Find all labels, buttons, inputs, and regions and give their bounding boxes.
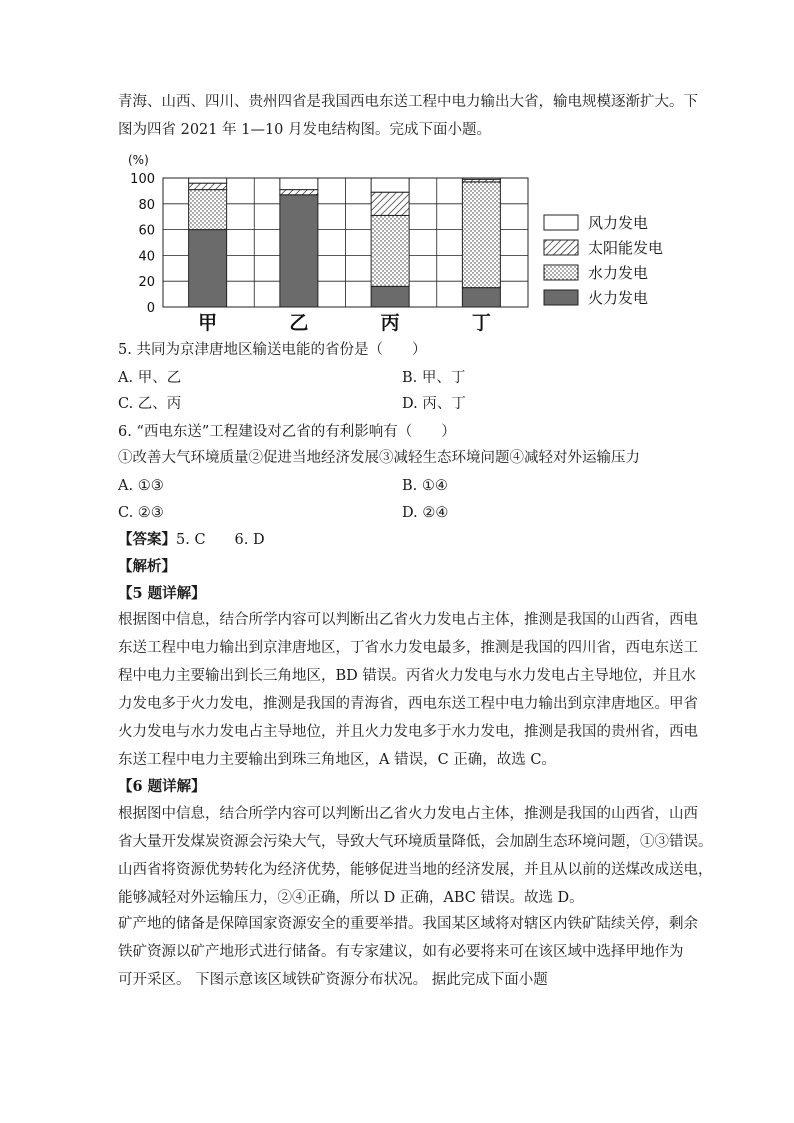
bar-segment — [280, 178, 318, 190]
q6-option-b[interactable]: B. ①④ — [402, 478, 448, 494]
y-tick-label: 40 — [138, 249, 155, 265]
answer-text: 5. C 6. D — [176, 532, 265, 548]
legend-label: 太阳能发电 — [588, 239, 664, 257]
legend-label: 风力发电 — [588, 214, 649, 232]
y-tick-label: 0 — [146, 301, 155, 316]
bar-segment — [189, 178, 227, 183]
legend-swatch — [544, 240, 578, 255]
answer-line — [118, 526, 678, 554]
detail5-line: 火力发电与水力发电占主导地位，并且火力发电多于水力发电，推测是我国的贵州省，西电 — [118, 724, 698, 740]
bar-segment — [189, 183, 227, 189]
bar-segment — [371, 286, 409, 307]
detail6-label: 【6 题详解】 — [118, 778, 206, 795]
legend-swatch — [544, 265, 578, 280]
q5-option-a[interactable]: A. 甲、乙 — [118, 370, 182, 386]
bar-segment — [462, 182, 500, 288]
y-tick-label: 80 — [138, 197, 155, 213]
q5-stem: 5. 共同为京津唐地区输送电能的省份是（ ） — [118, 342, 427, 358]
y-tick-label: 100 — [130, 172, 155, 187]
y-tick-label: 20 — [138, 275, 155, 291]
legend-label: 水力发电 — [588, 264, 649, 282]
x-category-label: 丙 — [380, 312, 400, 333]
x-category-label: 甲 — [198, 312, 218, 333]
answer-label: 【答案】 — [118, 531, 176, 548]
q6-stem: 6. “西电东送”工程建设对乙省的有利影响有（ ） — [118, 424, 456, 440]
bar-segment — [189, 230, 227, 307]
detail5-line: 东送工程中电力输出到京津唐地区，丁省水力发电最多，推测是我国的四川省，西电东送工 — [118, 640, 698, 656]
q6-option-a[interactable]: A. ①③ — [118, 478, 164, 494]
next-passage-line: 可开采区。 下图示意该区域铁矿资源分布状况。 据此完成下面小题 — [118, 972, 548, 988]
bar-segment — [371, 178, 409, 192]
q6-items: ①改善大气环境质量②促进当地经济发展③减轻生态环境问题④减轻对外运输压力 — [118, 450, 640, 466]
detail5-line: 东送工程中电力主要输出到珠三角地区，A 错误，C 正确，故选 C。 — [118, 752, 556, 768]
power-structure-chart — [108, 148, 678, 333]
analysis-label: 【解析】 — [118, 558, 176, 575]
q5-option-c[interactable]: C. 乙、丙 — [118, 396, 182, 412]
legend-swatch — [544, 215, 578, 230]
next-passage-line: 矿产地的储备是保障国家资源安全的重要举措。我国某区域将对辖区内铁矿陆续关停，剩余 — [118, 916, 698, 932]
q5-option-d[interactable]: D. 丙、丁 — [402, 396, 466, 412]
bar-segment — [462, 178, 500, 179]
detail6-line: 能够减轻对外运输压力，②④正确，所以 D 正确，ABC 错误。故选 D。 — [118, 890, 584, 906]
bar-segment — [280, 195, 318, 307]
y-axis-label: (%) — [128, 153, 149, 167]
q6-option-d[interactable]: D. ②④ — [402, 505, 449, 521]
x-category-label: 乙 — [289, 312, 309, 333]
bar-segment — [371, 192, 409, 215]
intro-line-1: 青海、山西、四川、贵州四省是我国西电东送工程中电力输出大省，输电规模逐渐扩大。下 — [118, 94, 698, 110]
detail5-line: 根据图中信息，结合所学内容可以判断出乙省火力发电占主体，推测是我国的山西省，西电 — [118, 612, 698, 628]
bar-segment — [189, 190, 227, 230]
legend-label: 火力发电 — [588, 289, 649, 307]
detail5-line: 力发电多于火力发电，推测是我国的青海省，西电东送工程中电力输出到京津唐地区。甲省 — [118, 696, 698, 712]
bar-segment — [371, 215, 409, 286]
x-category-label: 丁 — [471, 312, 491, 333]
detail6-line: 山西省将资源优势转化为经济优势，能够促进当地的经济发展，并且从以前的送煤改成送电， — [118, 862, 713, 878]
q5-option-b[interactable]: B. 甲、丁 — [402, 370, 466, 386]
y-tick-label: 60 — [138, 223, 155, 239]
detail5-label: 【5 题详解】 — [118, 585, 206, 602]
legend-swatch — [544, 290, 578, 305]
intro-line-2: 图为四省 2021 年 1—10 月发电结构图。完成下面小题。 — [118, 122, 492, 138]
detail6-line: 省大量开发煤炭资源会污染大气，导致大气环境质量降低，会加剧生态环境问题，①③错误。 — [118, 834, 713, 850]
next-passage-line: 铁矿资源以矿产地形式进行储备。有专家建议，如有必要将来可在该区域中选择甲地作为 — [118, 944, 684, 960]
detail6-line: 根据图中信息，结合所学内容可以判断出乙省火力发电占主体，推测是我国的山西省，山西 — [118, 806, 698, 822]
bar-segment — [280, 190, 318, 195]
detail5-line: 程中电力主要输出到长三角地区，BD 错误。丙省火力发电与水力发电占主导地位，并且水 — [118, 668, 696, 684]
q6-option-c[interactable]: C. ②③ — [118, 505, 164, 521]
bar-segment — [462, 288, 500, 307]
